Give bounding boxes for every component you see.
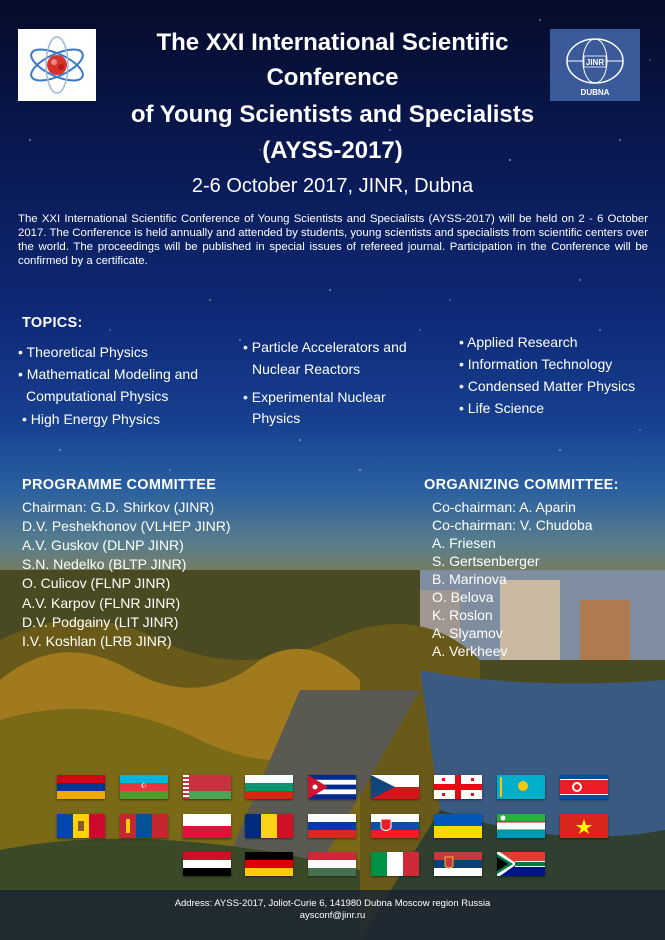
topic-item: Computational Physics (26, 388, 169, 404)
flag-czech-republic (371, 775, 419, 799)
flag-serbia (434, 852, 482, 876)
committee-member: A.V. Karpov (FLNR JINR) (22, 595, 181, 611)
committee-member: A. Friesen (432, 535, 496, 551)
committee-member: D.V. Peshekhonov (VLHEP JINR) (22, 518, 231, 534)
flag-poland (183, 814, 231, 838)
topics-heading: TOPICS: (22, 315, 83, 331)
topic-item: • Mathematical Modeling and (18, 366, 198, 382)
flag-vietnam (560, 814, 608, 838)
flag-bulgaria (245, 775, 293, 799)
flag-north-korea (560, 775, 608, 799)
topic-item: Nuclear Reactors (252, 361, 361, 377)
atom-icon (18, 29, 96, 101)
title-line-2: Conference (266, 64, 399, 91)
title-line-3: of Young Scientists and Specialists (130, 101, 535, 128)
organizing-committee-heading: ORGANIZING COMMITTEE: (424, 477, 619, 493)
intro-paragraph: The XXI International Scientific Conference of Young Scientists and Specialists (AYSS-2017) will be held on 2 - 6 October 2017. The Conference is held annually and attended by students, young scientists and specialists from scientific centers over the world. The proceedings will be published in special issues of refereed journal. Participation in the Conference will be confirmed by a certificate. (18, 213, 648, 267)
committee-member: Co-chairman: V. Chudoba (432, 517, 593, 533)
topic-item: • Particle Accelerators and (243, 339, 407, 355)
programme-committee-heading: PROGRAMME COMMITTEE (22, 477, 217, 493)
committee-member: Chairman: G.D. Shirkov (JINR) (22, 499, 215, 515)
flag-mongolia (120, 814, 168, 838)
committee-member: S.N. Nedelko (BLTP JINR) (22, 556, 187, 572)
title-line-1: The XXI International Scientific (156, 29, 509, 56)
flag-armenia (57, 775, 105, 799)
committee-member: A. Verkheev (432, 643, 508, 659)
flag-belarus (183, 775, 231, 799)
committee-member: B. Marinova (432, 571, 507, 587)
address: Address: AYSS-2017, Joliot-Curie 6, 141980 Dubna Moscow region Russia (174, 898, 491, 909)
topic-item: • Experimental Nuclear (243, 389, 386, 405)
flag-moldova (57, 814, 105, 838)
flag-south-africa (497, 852, 545, 876)
flag-hungary (308, 852, 356, 876)
topic-item: • Applied Research (459, 334, 578, 350)
committee-member: S. Gertsenberger (432, 553, 540, 569)
committee-member: I.V. Koshlan (LRB JINR) (22, 633, 172, 649)
jinr-conference-logo (18, 29, 96, 101)
flag-slovakia (371, 814, 419, 838)
topic-item: • Theoretical Physics (18, 344, 148, 360)
committee-member: O. Belova (432, 589, 494, 605)
flag-russia (308, 814, 356, 838)
committee-member: D.V. Podgainy (LIT JINR) (22, 614, 179, 630)
topic-item: • Information Technology (459, 356, 613, 372)
topic-item: • Condensed Matter Physics (459, 378, 636, 394)
topic-item: • High Energy Physics (22, 411, 160, 427)
committee-member: Co-chairman: A. Aparin (432, 499, 576, 515)
flag-egypt (183, 852, 231, 876)
committee-member: K. Roslon (432, 607, 493, 623)
committee-member: A.V. Guskov (DLNP JINR) (22, 537, 184, 553)
flag-kazakhstan (497, 775, 545, 799)
dubna-label: DUBNA (580, 88, 610, 97)
flag-germany (245, 852, 293, 876)
topic-item: Physics (252, 410, 301, 426)
flag-azerbaijan: ☪ (120, 775, 168, 799)
conference-dates: 2-6 October 2017, JINR, Dubna (191, 175, 474, 197)
flag-italy (371, 852, 419, 876)
topic-item: • Life Science (459, 400, 545, 416)
committee-member: A. Slyamov (432, 625, 503, 641)
contact-email[interactable]: aysconf@jinr.ru (299, 910, 366, 921)
flag-ukraine (434, 814, 482, 838)
title-line-4: (AYSS-2017) (262, 137, 403, 164)
committee-member: O. Culicov (FLNP JINR) (22, 575, 171, 591)
flag-cuba (308, 775, 356, 799)
flag-uzbekistan (497, 814, 545, 838)
flag-georgia (434, 775, 482, 799)
jinr-mark: JINR (585, 58, 605, 67)
flag-romania (245, 814, 293, 838)
